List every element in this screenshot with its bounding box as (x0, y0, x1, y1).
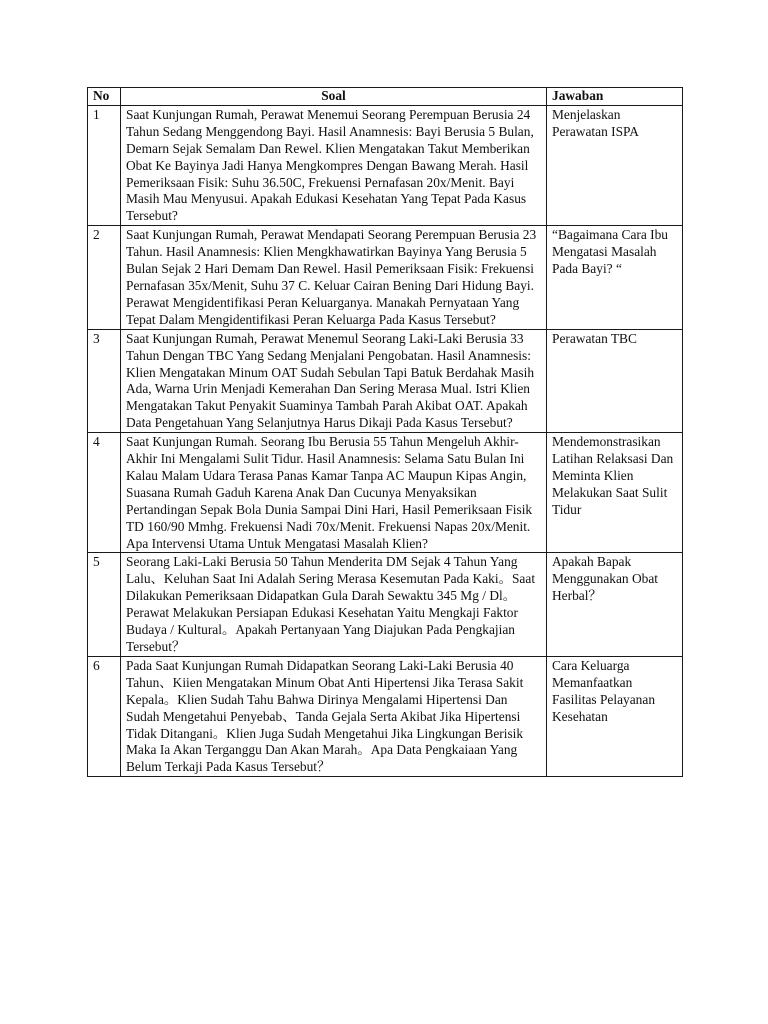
table-row (88, 433, 683, 553)
answer-text: “Bagaimana Cara Ibu Mengatasi Masalah Pada Bayi? “ (547, 226, 683, 329)
header-row (88, 88, 683, 106)
question-text: Pada Saat Kunjungan Rumah Didapatkan Seorang Laki-Laki Berusia 40 Tahun、Kiien Mengatakan Minum Obat Anti Hipertensi Jika Terasa Sakit Kepala。Klien Sudah Tahu Bahwa Dirinya Mengalami Hipertensi Dan Sudah Mengetahui Penyebab、Tanda Gejala Serta Akibat Jika Hipertensi Tidak Ditangani。Klien Juga Sudah Mengetahui Jika Lingkungan Berisik Maka Ia Akan Terganggu Dan Akan Marah。Apa Data Pengkaiaan Yang Belum Terkaji Pada Kasus Tersebut？ (121, 656, 547, 776)
row-number: 5 (88, 553, 121, 656)
question-answer-table (87, 87, 683, 777)
question-text: Saat Kunjungan Rumah, Perawat Menemul Seorang Laki-Laki Berusia 33 Tahun Dengan TBC Yang Sedang Menjalani Pengobatan. Hasil Anamnesis: Klien Mengatakan Minum OAT Sudah Sebulan Tapi Batuk Berdahak Masih Ada, Warna Urin Menjadi Kemerahan Dan Sering Merasa Mual. Istri Klien Mengatakan Takut Penyakit Suaminya Tambah Parah Akibat OAT. Apakah Data Pengetahuan Yang Selanjutnya Harus Dikaji Pada Kasus Tersebut? (121, 329, 547, 432)
table-header (88, 88, 683, 106)
table-row (88, 329, 683, 432)
header-no: No (88, 88, 121, 106)
row-number: 1 (88, 105, 121, 225)
question-text: Seorang Laki-Laki Berusia 50 Tahun Menderita DM Sejak 4 Tahun Yang Lalu、Keluhan Saat Ini Adalah Sering Merasa Kesemutan Pada Kaki。Saat Dilakukan Pemeriksaan Didapatkan Gula Darah Sewaktu 345 Mg / Dl。Perawat Melakukan Persiapan Edukasi Kesehatan Yaitu Mengkaji Faktor Budaya / Kultural。Apakah Pertanyaan Yang Diajukan Pada Pengkajian Tersebut？ (121, 553, 547, 656)
row-number: 3 (88, 329, 121, 432)
table-body (88, 105, 683, 776)
answer-text: Cara Keluarga Memanfaatkan Fasilitas Pelayanan Kesehatan (547, 656, 683, 776)
header-soal: Soal (121, 88, 547, 106)
row-number: 4 (88, 433, 121, 553)
table-row (88, 105, 683, 225)
table-row (88, 656, 683, 776)
answer-text: Mendemonstrasikan Latihan Relaksasi Dan Meminta Klien Melakukan Saat Sulit Tidur (547, 433, 683, 553)
header-jawaban: Jawaban (547, 88, 683, 106)
table-row (88, 553, 683, 656)
answer-text: Menjelaskan Perawatan ISPA (547, 105, 683, 225)
answer-text: Apakah Bapak Menggunakan Obat Herbal？ (547, 553, 683, 656)
question-text: Saat Kunjungan Rumah, Perawat Menemui Seorang Perempuan Berusia 24 Tahun Sedang Menggendong Bayi. Hasil Anamnesis: Bayi Berusia 5 Bulan, Demarn Sejak Semalam Dan Rewel. Klien Mengatakan Takut Memberikan Obat Ke Bayinya Jadi Hanya Mengkompres Dengan Bawang Merah. Hasil Pemeriksaan Fisik: Suhu 36.50C, Frekuensi Pernafasan 20x/Menit. Bayi Masih Mau Menyusui. Apakah Edukasi Kesehatan Yang Tepat Pada Kasus Tersebut? (121, 105, 547, 225)
row-number: 2 (88, 226, 121, 329)
row-number: 6 (88, 656, 121, 776)
answer-text: Perawatan TBC (547, 329, 683, 432)
question-text: Saat Kunjungan Rumah, Perawat Mendapati Seorang Perempuan Berusia 23 Tahun. Hasil Anamnesis: Klien Mengkhawatirkan Bayinya Yang Berusia 5 Bulan Sejak 2 Hari Demam Dan Rewel. Hasil Pemeriksaan Fisik: Frekuensi Pernafasan 35x/Menit, Suhu 37 C. Keluar Cairan Bening Dari Hidung Bayi. Perawat Mengidentifikasi Peran Keluarganya. Manakah Pernyataan Yang Tepat Dalam Mengidentifikasi Peran Keluarga Pada Kasus Tersebut? (121, 226, 547, 329)
question-text: Saat Kunjungan Rumah. Seorang Ibu Berusia 55 Tahun Mengeluh Akhir-Akhir Ini Mengalami Sulit Tidur. Hasil Anamnesis: Selama Satu Bulan Ini Kalau Malam Udara Terasa Panas Kamar Tanpa AC Maupun Kipas Angin, Suasana Rumah Gaduh Karena Anak Dan Cucunya Menyaksikan Pertandingan Sepak Bola Dunia Sampai Dini Hari, Hasil Pemeriksaan Fisik TD 160/90 Mmhg. Frekuensi Nadi 70x/Menit. Frekuensi Napas 20x/Menit. Apa Intervensi Utama Untuk Mengatasi Masalah Klien? (121, 433, 547, 553)
table-row (88, 226, 683, 329)
